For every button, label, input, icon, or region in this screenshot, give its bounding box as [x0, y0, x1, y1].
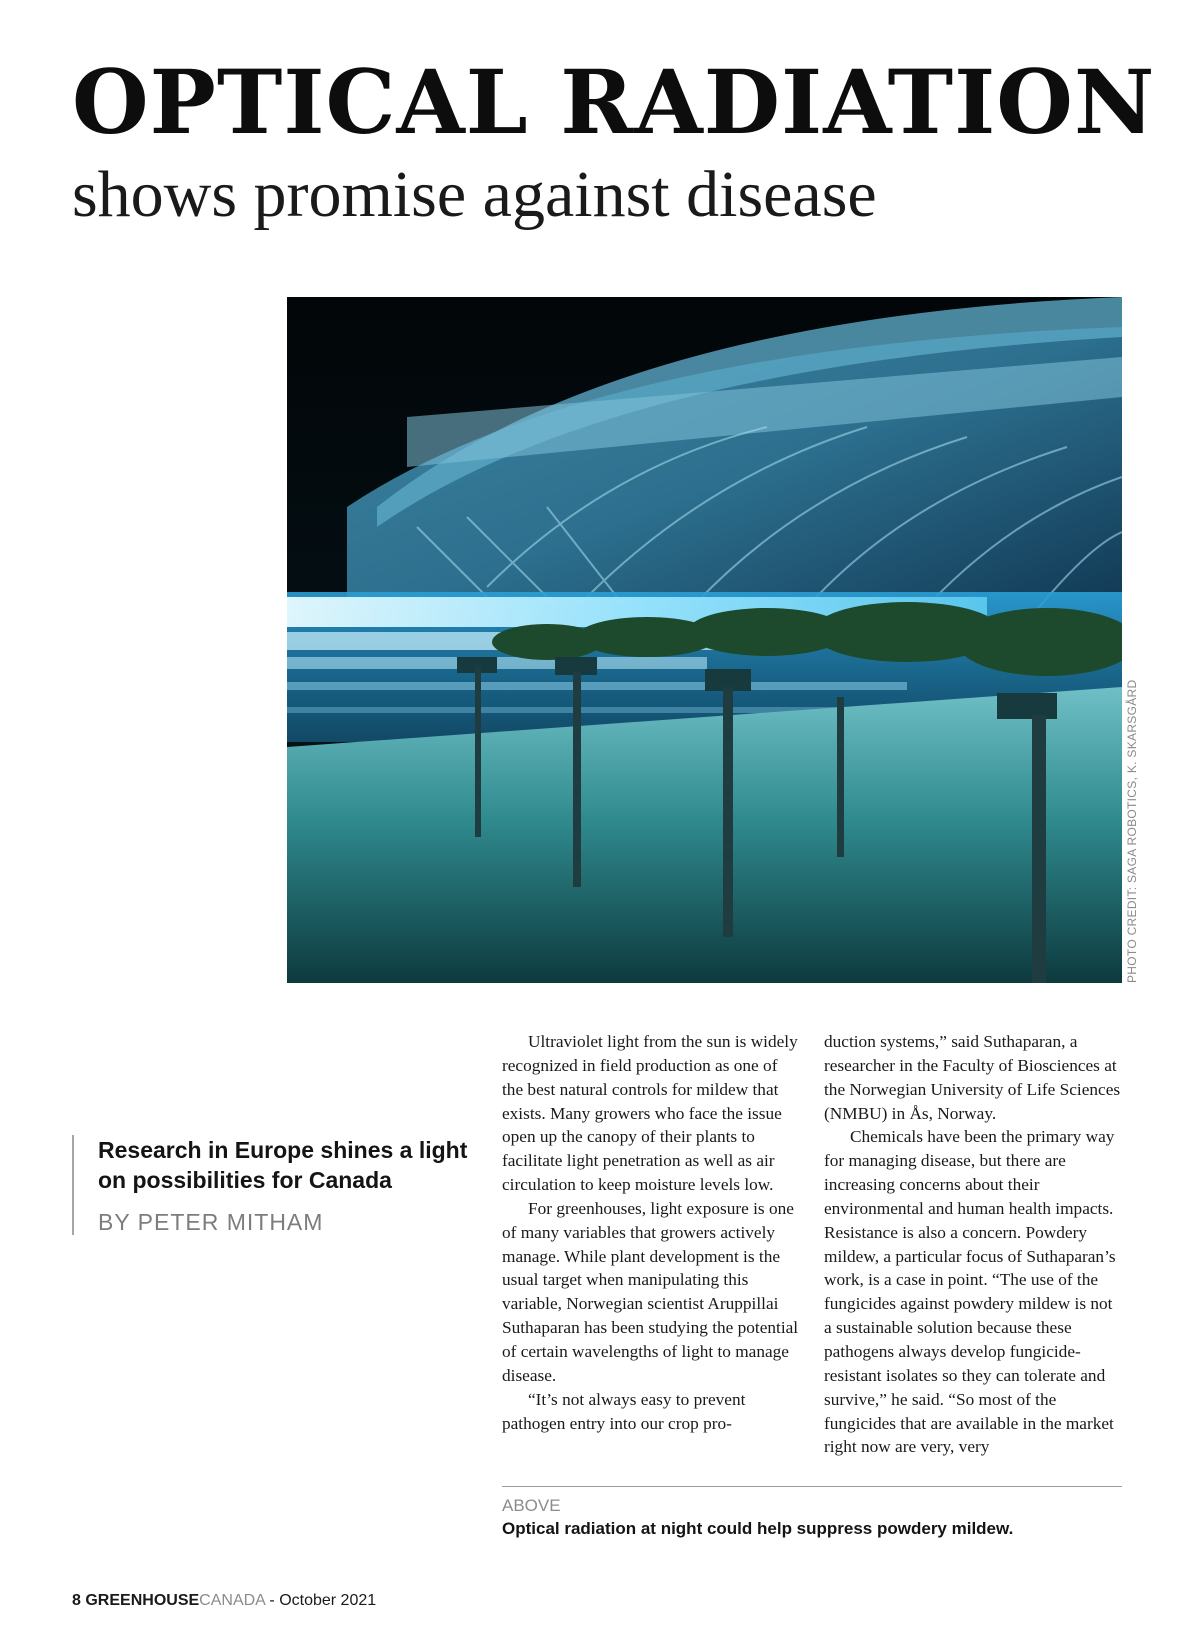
deck-block: [72, 1135, 478, 1235]
magazine-name-bold: GREENHOUSE: [85, 1592, 200, 1609]
article-column-1: [502, 1030, 802, 1435]
caption-text: Optical radiation at night could help suppress powdery mildew.: [502, 1519, 1014, 1538]
caption-label: ABOVE: [502, 1496, 561, 1515]
footer-separator: -: [269, 1592, 275, 1609]
byline: BY PETER MITHAM: [98, 1209, 324, 1235]
magazine-name-light: CANADA: [199, 1592, 265, 1609]
paragraph: “It’s not always easy to prevent pathogen entry into our crop pro-: [502, 1389, 746, 1433]
greenhouse-uv-photo: [287, 297, 1122, 983]
paragraph: Chemicals have been the primary way for managing disease, but there are increasing concerns about their environmental and human health impacts. Resistance is also a concern. Powdery mildew, a particular focus of Suthaparan’s work, is a case in point. “The use of the fungicides against powdery mildew is not a sustainable solution because these pathogens always develop fungicide-resistant isolates so they can tolerate and survive,” he said. “So most of the fungicides that are available in the market right now are very, very: [824, 1127, 1116, 1457]
paragraph: For greenhouses, light exposure is one of many variables that growers actively manage. While plant development is the usual target when manipulating this variable, Norwegian scientist Aruppillai Suthaparan has been studying the potential of certain wavelengths of light to manage disease.: [502, 1198, 799, 1385]
headline-subtitle: shows promise against disease: [72, 158, 877, 231]
paragraph: Ultraviolet light from the sun is widely recognized in field production as one of the best natural controls for mildew that exists. Many growers who face the issue open up the canopy of their plants to facilitate light penetration as well as air circulation to keep moisture levels low.: [502, 1032, 798, 1195]
deck-text: Research in Europe shines a light on possibilities for Canada: [98, 1137, 468, 1193]
issue-date: October 2021: [279, 1592, 377, 1609]
article-column-2: [824, 1030, 1124, 1459]
paragraph: duction systems,” said Suthaparan, a researcher in the Faculty of Biosciences at the Norwegian University of Life Sciences (NMBU) in Ås, Norway.: [824, 1032, 1121, 1123]
page-footer: [72, 1592, 376, 1610]
page-number: 8: [72, 1592, 81, 1609]
photo-credit: PHOTO CREDIT: SAGA ROBOTICS, K. SKARSGÅRD: [1125, 679, 1139, 983]
headline-title: OPTICAL RADIATION: [72, 50, 1156, 154]
photo-caption: [502, 1486, 1122, 1541]
